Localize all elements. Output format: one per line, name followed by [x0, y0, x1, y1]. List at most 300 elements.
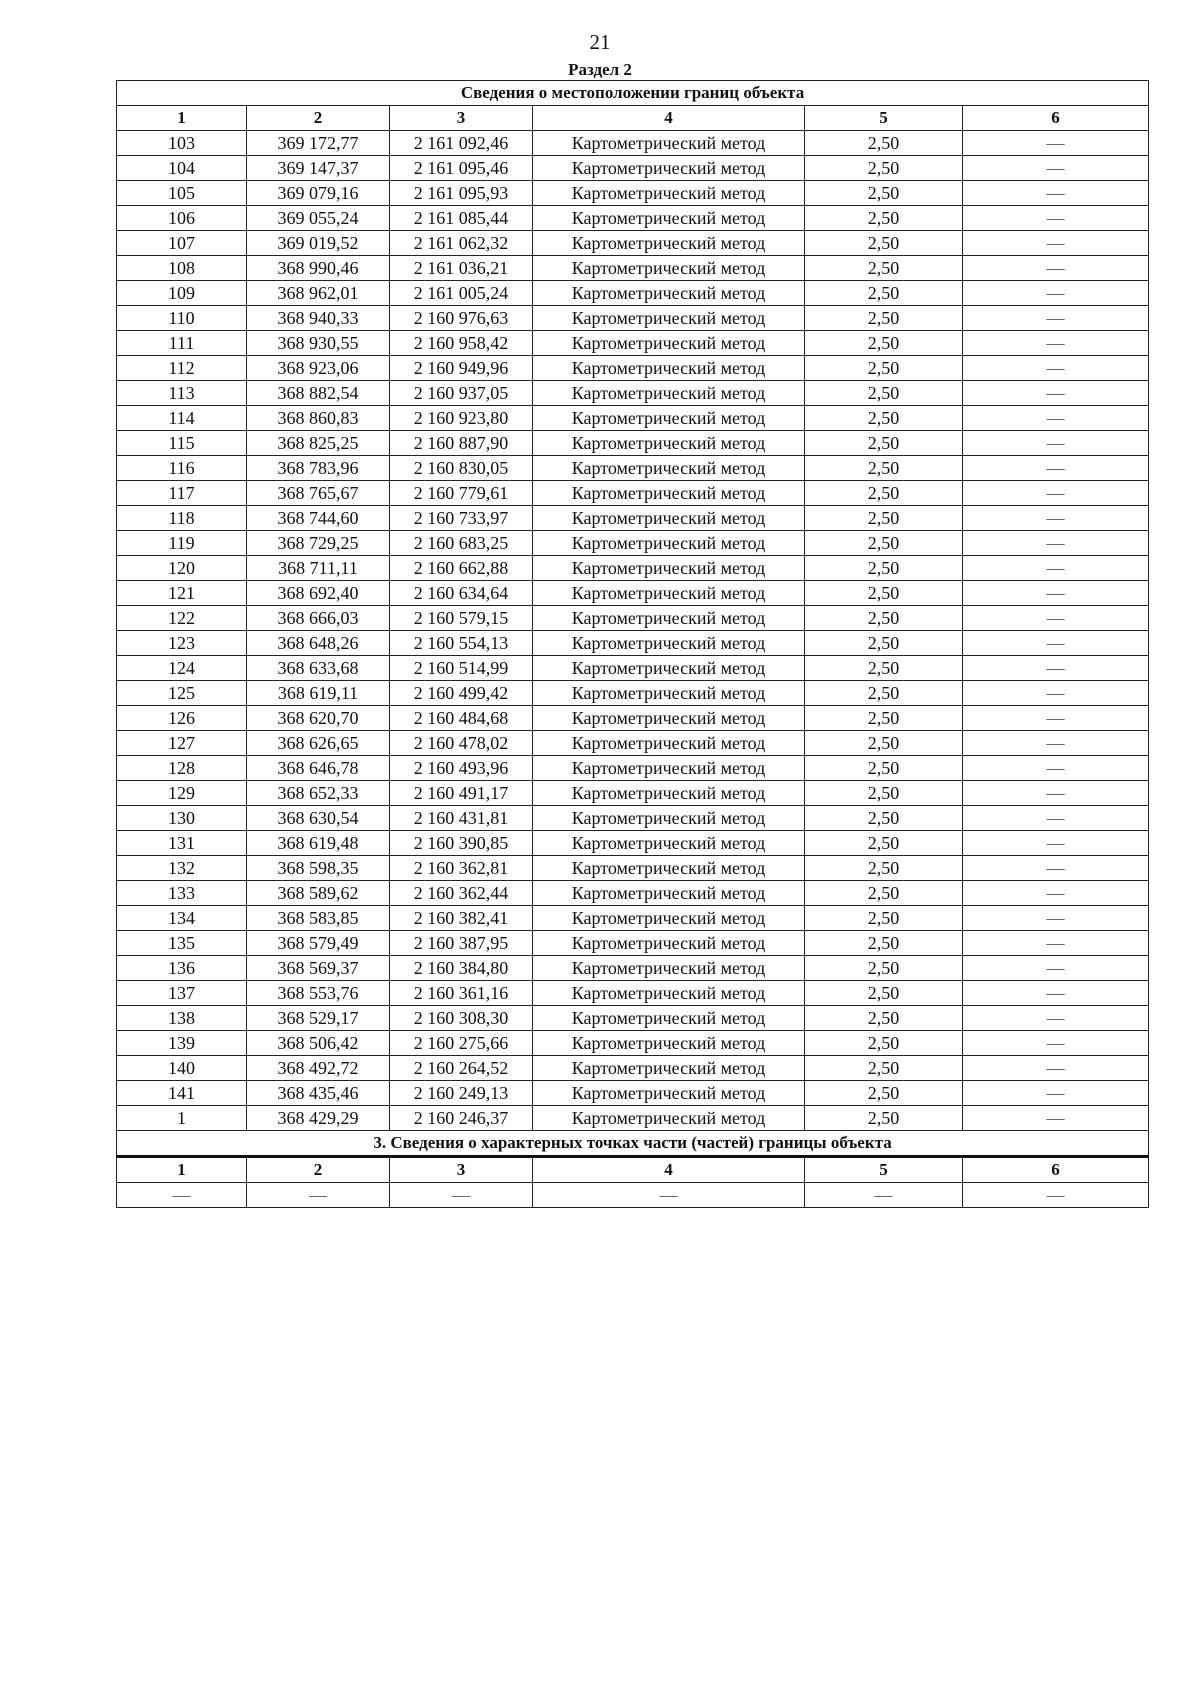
- table-row-cell: 2,50: [805, 231, 963, 256]
- table-row: [117, 831, 1149, 856]
- table-row-cell: 1: [117, 1106, 247, 1131]
- table-row-cell: —: [963, 356, 1149, 381]
- table-row-cell: 2,50: [805, 131, 963, 156]
- table-row-cell: Картометрический метод: [533, 831, 805, 856]
- table-row-cell: 2 161 005,24: [390, 281, 533, 306]
- table-row-cell: 109: [117, 281, 247, 306]
- table-row-cell: Картометрический метод: [533, 656, 805, 681]
- table-row-cell: —: [963, 381, 1149, 406]
- table-row: [117, 281, 1149, 306]
- table-row: [117, 881, 1149, 906]
- table-row-cell: Картометрический метод: [533, 1006, 805, 1031]
- table-row-cell: 2 161 062,32: [390, 231, 533, 256]
- table-row-cell: 2,50: [805, 906, 963, 931]
- table2-title: 3. Сведения о характерных точках части (частей) границы объекта: [117, 1131, 1149, 1157]
- table-row-cell: —: [805, 1183, 963, 1208]
- table-row: [117, 756, 1149, 781]
- table-row-cell: 135: [117, 931, 247, 956]
- table-row-cell: 2 160 246,37: [390, 1106, 533, 1131]
- table-row-cell: —: [963, 156, 1149, 181]
- table-row-cell: 368 583,85: [247, 906, 390, 931]
- table-row-cell: Картометрический метод: [533, 131, 805, 156]
- table-row-cell: Картометрический метод: [533, 431, 805, 456]
- table-row-cell: —: [963, 1056, 1149, 1081]
- table-row-cell: 2,50: [805, 256, 963, 281]
- table-row-cell: 369 019,52: [247, 231, 390, 256]
- table-row-cell: Картометрический метод: [533, 981, 805, 1006]
- table-row-cell: —: [963, 1006, 1149, 1031]
- table-row-cell: 104: [117, 156, 247, 181]
- table-row-cell: 130: [117, 806, 247, 831]
- table-row-cell: Картометрический метод: [533, 1031, 805, 1056]
- table-row-cell: 369 079,16: [247, 181, 390, 206]
- table-row: [117, 206, 1149, 231]
- table-row-cell: 368 626,65: [247, 731, 390, 756]
- table-row-cell: 103: [117, 131, 247, 156]
- table-row-cell: 2 160 390,85: [390, 831, 533, 856]
- table-row-cell: 2 160 779,61: [390, 481, 533, 506]
- table-row-cell: 134: [117, 906, 247, 931]
- table-row-cell: 2 160 384,80: [390, 956, 533, 981]
- table-row: [117, 181, 1149, 206]
- table-row-cell: 2,50: [805, 831, 963, 856]
- table-row-cell: —: [963, 256, 1149, 281]
- table-row-cell: 2 160 923,80: [390, 406, 533, 431]
- table-row-cell: Картометрический метод: [533, 531, 805, 556]
- table-row: [117, 1056, 1149, 1081]
- table-row: [117, 631, 1149, 656]
- table-row-cell: 140: [117, 1056, 247, 1081]
- table-row-cell: 368 598,35: [247, 856, 390, 881]
- table-row-cell: 132: [117, 856, 247, 881]
- table1-header-cell: 4: [533, 106, 805, 131]
- table-row: [117, 131, 1149, 156]
- table-row-cell: 2 160 733,97: [390, 506, 533, 531]
- table-row: [117, 806, 1149, 831]
- table-row-cell: 116: [117, 456, 247, 481]
- table-row-cell: 2,50: [805, 881, 963, 906]
- table-row-cell: 2 160 976,63: [390, 306, 533, 331]
- table-row-cell: 2 160 958,42: [390, 331, 533, 356]
- table-row-cell: 2 160 362,81: [390, 856, 533, 881]
- table-row-cell: 123: [117, 631, 247, 656]
- table-row: [117, 256, 1149, 281]
- table-row-cell: —: [963, 781, 1149, 806]
- table-row-cell: 2 161 095,46: [390, 156, 533, 181]
- table-row-cell: 2,50: [805, 531, 963, 556]
- table-row: [117, 506, 1149, 531]
- table-row-cell: —: [963, 856, 1149, 881]
- table-row: [117, 381, 1149, 406]
- table2-title-row: [117, 1131, 1149, 1157]
- table-row-cell: —: [963, 881, 1149, 906]
- table-row-cell: 2,50: [805, 656, 963, 681]
- table-row-cell: 2,50: [805, 981, 963, 1006]
- table-row-cell: 2,50: [805, 1106, 963, 1131]
- table1-header-cell: 3: [390, 106, 533, 131]
- table-row-cell: 113: [117, 381, 247, 406]
- table-row-cell: 2,50: [805, 281, 963, 306]
- table-row-cell: 2 160 493,96: [390, 756, 533, 781]
- table-row-cell: Картометрический метод: [533, 606, 805, 631]
- table-row-cell: 368 930,55: [247, 331, 390, 356]
- table-row-cell: —: [963, 731, 1149, 756]
- table-row: [117, 606, 1149, 631]
- table-row-cell: 2,50: [805, 931, 963, 956]
- table-row-cell: 112: [117, 356, 247, 381]
- table-row-cell: Картометрический метод: [533, 406, 805, 431]
- table-row-cell: —: [963, 931, 1149, 956]
- table-row-cell: 107: [117, 231, 247, 256]
- table-row: [117, 581, 1149, 606]
- table-row-cell: —: [963, 706, 1149, 731]
- table-row-cell: Картометрический метод: [533, 856, 805, 881]
- table-row-cell: 368 619,48: [247, 831, 390, 856]
- table-row-cell: 114: [117, 406, 247, 431]
- table-row-cell: —: [963, 906, 1149, 931]
- table-row-cell: 2,50: [805, 1081, 963, 1106]
- table-row-cell: 2 160 683,25: [390, 531, 533, 556]
- table-row-cell: —: [963, 406, 1149, 431]
- table2-header-row-cell: 4: [533, 1157, 805, 1183]
- table-row-cell: 126: [117, 706, 247, 731]
- table-row: [117, 856, 1149, 881]
- table-row-cell: 369 147,37: [247, 156, 390, 181]
- table-row-cell: 2,50: [805, 181, 963, 206]
- table-row-cell: 2 160 937,05: [390, 381, 533, 406]
- boundary-table-body: [117, 81, 1149, 1208]
- table-row-cell: 2,50: [805, 631, 963, 656]
- table-row-cell: 2,50: [805, 706, 963, 731]
- table-row: [117, 356, 1149, 381]
- table-row-cell: 2,50: [805, 306, 963, 331]
- table-row-cell: 368 646,78: [247, 756, 390, 781]
- table-row-cell: 131: [117, 831, 247, 856]
- table-row-cell: —: [963, 481, 1149, 506]
- table-row-cell: 137: [117, 981, 247, 1006]
- table-row-cell: 119: [117, 531, 247, 556]
- table-row-cell: —: [963, 281, 1149, 306]
- table-row-cell: 2,50: [805, 856, 963, 881]
- table-row-cell: 2,50: [805, 1031, 963, 1056]
- table-row-cell: 2,50: [805, 1006, 963, 1031]
- table-row: [117, 531, 1149, 556]
- table-row-cell: Картометрический метод: [533, 731, 805, 756]
- table-row-cell: 2,50: [805, 806, 963, 831]
- table-row-cell: 110: [117, 306, 247, 331]
- table-row-cell: 120: [117, 556, 247, 581]
- table-row-cell: —: [963, 1081, 1149, 1106]
- table-row-cell: 127: [117, 731, 247, 756]
- table-row-cell: —: [963, 831, 1149, 856]
- table-row-cell: —: [963, 656, 1149, 681]
- table-row-cell: 2,50: [805, 606, 963, 631]
- table-row-cell: 2 160 308,30: [390, 1006, 533, 1031]
- table-row-cell: 368 429,29: [247, 1106, 390, 1131]
- table-row-cell: Картометрический метод: [533, 456, 805, 481]
- table-row-cell: 2 161 092,46: [390, 131, 533, 156]
- table-row: [117, 931, 1149, 956]
- table-row-cell: Картометрический метод: [533, 806, 805, 831]
- table-row: [117, 1106, 1149, 1131]
- table-row-cell: Картометрический метод: [533, 381, 805, 406]
- table1-title-row: [117, 81, 1149, 106]
- table-row-cell: 2 160 579,15: [390, 606, 533, 631]
- table-row-cell: 2 160 362,44: [390, 881, 533, 906]
- table-row-cell: 368 962,01: [247, 281, 390, 306]
- table-row-cell: 2 161 095,93: [390, 181, 533, 206]
- table-row-cell: Картометрический метод: [533, 1081, 805, 1106]
- table-row: [117, 956, 1149, 981]
- table-row-cell: 138: [117, 1006, 247, 1031]
- table-row-cell: —: [963, 1183, 1149, 1208]
- table1-header-cell: 6: [963, 106, 1149, 131]
- table1-header-cell: 1: [117, 106, 247, 131]
- table-row-cell: 108: [117, 256, 247, 281]
- table-row-cell: 2 160 514,99: [390, 656, 533, 681]
- table-row-cell: 368 666,03: [247, 606, 390, 631]
- table-row-cell: 2 160 431,81: [390, 806, 533, 831]
- table-row-cell: 2 160 478,02: [390, 731, 533, 756]
- table1-header-cell: 5: [805, 106, 963, 131]
- table-row-cell: Картометрический метод: [533, 581, 805, 606]
- table-row-cell: Картометрический метод: [533, 256, 805, 281]
- table-row-cell: 2,50: [805, 556, 963, 581]
- table-row-cell: 368 765,67: [247, 481, 390, 506]
- table-row-cell: —: [533, 1183, 805, 1208]
- table-row-cell: 2 160 887,90: [390, 431, 533, 456]
- table-row-cell: 2,50: [805, 456, 963, 481]
- table-row-cell: 368 620,70: [247, 706, 390, 731]
- table-row-cell: 2,50: [805, 206, 963, 231]
- table-row: [117, 731, 1149, 756]
- table-row-cell: 368 860,83: [247, 406, 390, 431]
- table-row: [117, 331, 1149, 356]
- table-row-cell: 2,50: [805, 406, 963, 431]
- table-row-cell: 368 630,54: [247, 806, 390, 831]
- table-row-cell: Картометрический метод: [533, 356, 805, 381]
- table-row-cell: 2 161 036,21: [390, 256, 533, 281]
- table-row-cell: —: [963, 806, 1149, 831]
- table2-header-row-cell: 5: [805, 1157, 963, 1183]
- table-row-cell: 115: [117, 431, 247, 456]
- table-row-cell: 368 825,25: [247, 431, 390, 456]
- table-row: [117, 1183, 1149, 1208]
- table-row-cell: 2,50: [805, 381, 963, 406]
- table-row: [117, 656, 1149, 681]
- table-row-cell: —: [963, 631, 1149, 656]
- table2-header-row-cell: 6: [963, 1157, 1149, 1183]
- table-row-cell: 2 160 499,42: [390, 681, 533, 706]
- table-row-cell: 368 553,76: [247, 981, 390, 1006]
- table-row-cell: Картометрический метод: [533, 156, 805, 181]
- table2-header-row: [117, 1157, 1149, 1183]
- table-row-cell: 368 648,26: [247, 631, 390, 656]
- table-row-cell: 369 172,77: [247, 131, 390, 156]
- table-row-cell: Картометрический метод: [533, 231, 805, 256]
- table-row-cell: 2 160 949,96: [390, 356, 533, 381]
- table1-header-cell: 2: [247, 106, 390, 131]
- table-row-cell: —: [963, 306, 1149, 331]
- table-row-cell: Картометрический метод: [533, 306, 805, 331]
- table-row-cell: 368 529,17: [247, 1006, 390, 1031]
- table-row-cell: 368 744,60: [247, 506, 390, 531]
- table1-header-row: [117, 106, 1149, 131]
- table-row-cell: 117: [117, 481, 247, 506]
- table-row-cell: Картометрический метод: [533, 956, 805, 981]
- table-row-cell: 368 882,54: [247, 381, 390, 406]
- table-row: [117, 681, 1149, 706]
- table2-header-row-cell: 2: [247, 1157, 390, 1183]
- table1-title: Сведения о местоположении границ объекта: [117, 81, 1149, 106]
- table-row-cell: —: [963, 756, 1149, 781]
- table-row: [117, 431, 1149, 456]
- table-row-cell: —: [247, 1183, 390, 1208]
- table-row: [117, 306, 1149, 331]
- table-row-cell: Картометрический метод: [533, 931, 805, 956]
- table-row-cell: —: [390, 1183, 533, 1208]
- table-row-cell: 2 160 387,95: [390, 931, 533, 956]
- table-row-cell: Картометрический метод: [533, 506, 805, 531]
- table-row: [117, 481, 1149, 506]
- table-row-cell: Картометрический метод: [533, 556, 805, 581]
- table-row-cell: 106: [117, 206, 247, 231]
- table-row-cell: 125: [117, 681, 247, 706]
- table-row: [117, 1081, 1149, 1106]
- table-row-cell: —: [963, 556, 1149, 581]
- table-row-cell: 124: [117, 656, 247, 681]
- table-row-cell: —: [963, 531, 1149, 556]
- table-row-cell: 369 055,24: [247, 206, 390, 231]
- table-row-cell: 2 161 085,44: [390, 206, 533, 231]
- table2-header-row-cell: 1: [117, 1157, 247, 1183]
- table-row-cell: 2 160 830,05: [390, 456, 533, 481]
- table-row-cell: 118: [117, 506, 247, 531]
- table-row-cell: 368 692,40: [247, 581, 390, 606]
- table-row-cell: —: [963, 231, 1149, 256]
- table2-header-row-cell: 3: [390, 1157, 533, 1183]
- table-row-cell: 2 160 361,16: [390, 981, 533, 1006]
- table-row-cell: 128: [117, 756, 247, 781]
- table-row-cell: Картометрический метод: [533, 781, 805, 806]
- table-row-cell: —: [963, 981, 1149, 1006]
- table-row-cell: 368 569,37: [247, 956, 390, 981]
- table-row-cell: 2,50: [805, 331, 963, 356]
- table-row-cell: 2,50: [805, 481, 963, 506]
- table-row-cell: Картометрический метод: [533, 906, 805, 931]
- table-row-cell: Картометрический метод: [533, 706, 805, 731]
- table-row-cell: —: [963, 331, 1149, 356]
- table-row-cell: Картометрический метод: [533, 331, 805, 356]
- table-row-cell: —: [963, 181, 1149, 206]
- table-row-cell: 368 435,46: [247, 1081, 390, 1106]
- table-row-cell: 368 579,49: [247, 931, 390, 956]
- table-row-cell: 368 923,06: [247, 356, 390, 381]
- table-row-cell: 2,50: [805, 581, 963, 606]
- table-row-cell: Картометрический метод: [533, 756, 805, 781]
- table-row-cell: 121: [117, 581, 247, 606]
- table-row-cell: 2,50: [805, 431, 963, 456]
- table-row: [117, 906, 1149, 931]
- table-row-cell: 2 160 275,66: [390, 1031, 533, 1056]
- table-row-cell: 2 160 382,41: [390, 906, 533, 931]
- table-row-cell: 368 506,42: [247, 1031, 390, 1056]
- table-row-cell: —: [117, 1183, 247, 1208]
- table-row-cell: 2,50: [805, 1056, 963, 1081]
- table-row-cell: 2 160 484,68: [390, 706, 533, 731]
- table-row-cell: 2,50: [805, 506, 963, 531]
- table-row-cell: Картометрический метод: [533, 681, 805, 706]
- table-row: [117, 1031, 1149, 1056]
- table-row-cell: —: [963, 1106, 1149, 1131]
- table-row: [117, 1006, 1149, 1031]
- table-row-cell: 2,50: [805, 356, 963, 381]
- table-row-cell: —: [963, 431, 1149, 456]
- table-row-cell: —: [963, 581, 1149, 606]
- table-row-cell: —: [963, 506, 1149, 531]
- table-row-cell: Картометрический метод: [533, 881, 805, 906]
- table-row: [117, 456, 1149, 481]
- table-row-cell: 111: [117, 331, 247, 356]
- table-row-cell: —: [963, 681, 1149, 706]
- table-row: [117, 781, 1149, 806]
- table-row-cell: Картометрический метод: [533, 1056, 805, 1081]
- table-row-cell: —: [963, 206, 1149, 231]
- table-row-cell: 368 652,33: [247, 781, 390, 806]
- table-row-cell: 2 160 554,13: [390, 631, 533, 656]
- table-row-cell: 136: [117, 956, 247, 981]
- table-row-cell: 2 160 264,52: [390, 1056, 533, 1081]
- section-title: Раздел 2: [568, 60, 632, 79]
- table-row: [117, 706, 1149, 731]
- table-row-cell: 105: [117, 181, 247, 206]
- table-row-cell: 2,50: [805, 781, 963, 806]
- table-row-cell: 2,50: [805, 956, 963, 981]
- table-row: [117, 981, 1149, 1006]
- table-row-cell: Картометрический метод: [533, 1106, 805, 1131]
- table-row-cell: 368 633,68: [247, 656, 390, 681]
- table-row-cell: 368 711,11: [247, 556, 390, 581]
- table-row-cell: 2 160 662,88: [390, 556, 533, 581]
- table-row-cell: 368 492,72: [247, 1056, 390, 1081]
- table-row-cell: Картометрический метод: [533, 481, 805, 506]
- table-row-cell: Картометрический метод: [533, 631, 805, 656]
- table-row-cell: 368 589,62: [247, 881, 390, 906]
- table-row-cell: 2,50: [805, 756, 963, 781]
- table-row-cell: 2,50: [805, 156, 963, 181]
- table-row-cell: 133: [117, 881, 247, 906]
- table-row-cell: 2 160 249,13: [390, 1081, 533, 1106]
- table-row: [117, 156, 1149, 181]
- table-row-cell: Картометрический метод: [533, 281, 805, 306]
- table-row-cell: 368 940,33: [247, 306, 390, 331]
- table-row-cell: —: [963, 606, 1149, 631]
- table-row-cell: —: [963, 1031, 1149, 1056]
- table-row-cell: —: [963, 456, 1149, 481]
- page-number: 21: [589, 30, 611, 54]
- table-row: [117, 556, 1149, 581]
- table-row-cell: 368 729,25: [247, 531, 390, 556]
- table-row-cell: Картометрический метод: [533, 181, 805, 206]
- table-row-cell: 139: [117, 1031, 247, 1056]
- table-row-cell: 2 160 634,64: [390, 581, 533, 606]
- table-row-cell: 2,50: [805, 731, 963, 756]
- table-row-cell: Картометрический метод: [533, 206, 805, 231]
- table-row-cell: 368 619,11: [247, 681, 390, 706]
- table-row-cell: —: [963, 956, 1149, 981]
- boundary-table: [116, 80, 1149, 1208]
- table-row-cell: —: [963, 131, 1149, 156]
